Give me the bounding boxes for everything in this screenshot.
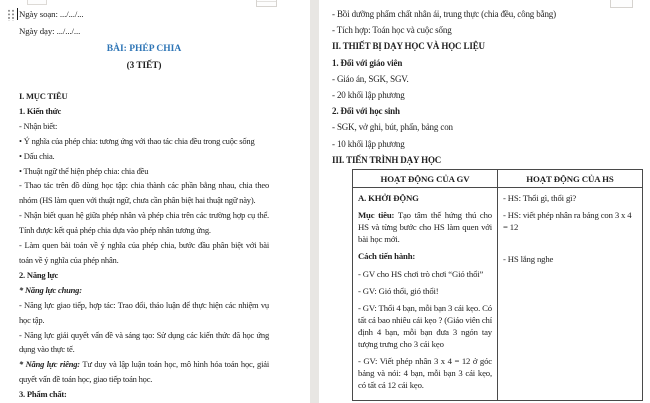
doc-heading[interactable]: II. THIẾT BỊ DẠY HỌC VÀ HỌC LIỆU [332,41,485,52]
meta-lines [19,6,269,40]
header-cell-gv[interactable]: HOẠT ĐỘNG CỦA GV [353,170,498,188]
doc-paragraph[interactable]: - 20 khối lập phương [332,90,405,101]
doc-paragraph[interactable]: • Ý nghĩa của phép chia: tương ứng với thao tác chia đều trong cuộc sống [19,135,255,146]
ngay-day-line[interactable]: Ngày dạy: .../.../... [19,26,81,36]
paragraph-lead: Mục tiêu: [358,210,395,221]
doc-paragraph[interactable]: - Nhận biết quan hệ giữa phép nhân và phép chia trên các trường hợp cụ thể. Tính được kết quả phép chia dựa vào phép nhân tương ứng. [19,210,269,236]
doc-heading[interactable]: I. MỤC TIÊU [19,91,68,101]
doc-paragraph[interactable]: - Tích hợp: Toán học và cuộc sống [332,25,452,36]
clipped-ui-fragment [610,0,633,8]
page-gap-divider [310,0,319,403]
drag-handle-icon[interactable] [7,9,15,21]
doc-paragraph[interactable]: - Làm quen bài toán về ý nghĩa của phép chia, bước đầu phân biệt với bài toán về ý nghĩa của phép nhân. [19,240,269,265]
doc-paragraph[interactable]: - Thao tác trên đồ dùng học tập: chia thành các phần bằng nhau, chia theo nhóm (HS làm quen với thuật ngữ, chưa cần phân biệt hai thuật ngữ này). [19,180,269,206]
doc-paragraph[interactable]: • Dấu chia. [19,150,55,161]
doc-paragraph[interactable]: - HS: Thổi gì, thổi gì? [503,193,577,204]
doc-paragraph[interactable]: - Nhận biết: [19,120,58,131]
doc-paragraph[interactable]: • Thuật ngữ thể hiện phép chia: chia đều [19,165,149,176]
doc-heading[interactable]: Cách tiến hành: [358,251,416,262]
page-right[interactable] [319,0,650,403]
gv-activity-cell[interactable] [353,188,498,401]
doc-heading[interactable]: 2. Năng lực [19,269,59,280]
doc-paragraph[interactable]: - GV: Gió thổi, gió thổi! [358,285,439,296]
doc-heading[interactable]: A. KHỞI ĐỘNG [358,193,419,204]
doc-paragraph[interactable]: - Năng lực giải quyết vấn đề và sáng tạo: Sử dụng các kiến thức đã học ứng dụng vào thực tế. [19,329,269,355]
doc-paragraph[interactable]: - HS: viết phép nhân ra bảng con 3 x 4 = 12 [503,210,632,233]
lesson-subtitle[interactable]: (3 TIẾT) [126,60,162,70]
left-page-body [19,89,269,402]
doc-paragraph[interactable]: - GV: Thổi 4 bạn, mỗi bạn 3 cái kẹo. Có tất cả bao nhiêu cái kẹo ? (Giáo viên chỉ định 4 bạn, mỗi bạn đưa 3 ngón tay tượng trưng cho 3 cái kẹo [358,302,492,349]
doc-heading[interactable]: * Năng lực chung: [19,284,82,295]
paragraph-lead: * Năng lực riêng: [19,359,80,370]
doc-paragraph[interactable]: - GV: Viết phép nhân 3 x 4 = 12 ở góc bảng và nói: 4 bạn, mỗi bạn 3 cái kẹo, có tất cả 12 cái kẹo. [358,356,492,391]
table-body-row [353,188,643,401]
doc-paragraph[interactable]: - 10 khối lập phương [332,138,405,149]
right-page-body [332,6,650,168]
doc-heading[interactable]: 3. Phẩm chất: [19,389,67,400]
lesson-title[interactable]: BÀI: PHÉP CHIA [106,44,182,54]
hs-activity-cell[interactable] [498,188,643,401]
doc-paragraph[interactable]: - Bồi dưỡng phẩm chất nhân ái, trung thực (chia đều, công bằng) [332,9,557,19]
table-header-row [353,170,643,188]
clipped-ui-fragment [27,0,47,5]
doc-heading[interactable]: 1. Đối với giáo viên [332,57,403,68]
activity-table [352,169,643,401]
clipped-ui-fragment [256,0,277,7]
doc-paragraph[interactable]: Mục tiêu: Tạo tâm thế hứng thú cho HS và từng bước cho HS làm quen với bài học mới. [358,210,492,245]
doc-paragraph[interactable]: - Năng lực giao tiếp, hợp tác: Trao đổi, thảo luận để thực hiện các nhiệm vụ học tập. [19,299,269,325]
doc-paragraph[interactable]: - SGK, vở ghi, bút, phấn, bảng con [332,122,453,133]
doc-heading[interactable]: 2. Đối với học sinh [332,106,400,117]
doc-heading[interactable]: III. TIẾN TRÌNH DẠY HỌC [332,154,442,165]
doc-paragraph[interactable]: - HS lắng nghe [503,254,554,265]
doc-paragraph[interactable]: * Năng lực riêng: Tư duy và lập luận toán học, mô hình hóa toán học, giải quyết vấn đề toán học, giao tiếp toán học. [19,359,269,385]
ngay-soan-line[interactable]: Ngày soạn: .../.../... [19,9,84,19]
page-left[interactable] [0,0,310,403]
doc-heading[interactable]: 1. Kiến thức [19,105,62,116]
text-cursor [17,8,18,20]
doc-paragraph[interactable]: - GV cho HS chơi trò chơi “Gió thổi” [358,268,484,279]
header-cell-hs[interactable]: HOẠT ĐỘNG CỦA HS [498,170,643,188]
doc-paragraph[interactable]: - Giáo án, SGK, SGV. [332,73,409,84]
